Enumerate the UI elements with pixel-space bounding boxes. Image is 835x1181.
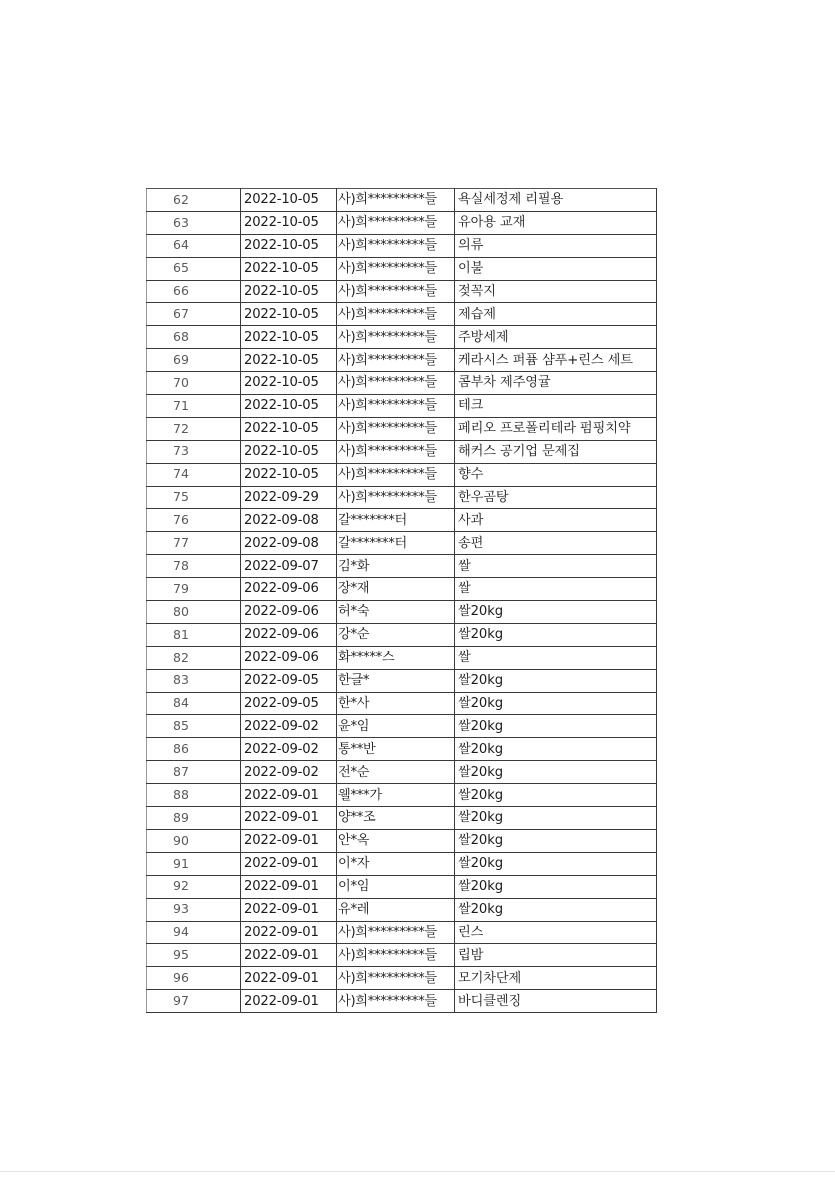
donor-name: 사)희*********들 [337, 372, 455, 395]
donor-name: 유*레 [337, 898, 455, 921]
donor-name: 한글* [337, 669, 455, 692]
donated-item: 립밤 [455, 944, 657, 967]
donor-name: 사)희*********들 [337, 211, 455, 234]
donated-item: 쌀20kg [455, 692, 657, 715]
donated-item: 테크 [455, 395, 657, 418]
row-number: 86 [147, 738, 241, 761]
donated-item: 쌀20kg [455, 898, 657, 921]
table-row [147, 669, 657, 692]
donation-date: 2022-09-08 [241, 532, 337, 555]
row-number: 77 [147, 532, 241, 555]
donation-date: 2022-09-01 [241, 829, 337, 852]
donation-date: 2022-10-05 [241, 372, 337, 395]
row-number: 70 [147, 372, 241, 395]
donor-name: 사)희*********들 [337, 921, 455, 944]
donor-name: 갈*******터 [337, 509, 455, 532]
table-row [147, 463, 657, 486]
table-row [147, 440, 657, 463]
table-row [147, 372, 657, 395]
row-number: 80 [147, 601, 241, 624]
donation-date: 2022-10-05 [241, 463, 337, 486]
row-number: 82 [147, 646, 241, 669]
donation-date: 2022-10-05 [241, 280, 337, 303]
donation-date: 2022-10-05 [241, 234, 337, 257]
donated-item: 쌀20kg [455, 601, 657, 624]
donation-date: 2022-09-01 [241, 875, 337, 898]
donation-date: 2022-09-01 [241, 852, 337, 875]
donation-date: 2022-09-01 [241, 990, 337, 1013]
row-number: 72 [147, 417, 241, 440]
donor-name: 사)희*********들 [337, 189, 455, 212]
table-row [147, 898, 657, 921]
row-number: 62 [147, 189, 241, 212]
donation-date: 2022-09-29 [241, 486, 337, 509]
donor-name: 사)희*********들 [337, 967, 455, 990]
table-row [147, 326, 657, 349]
table-row [147, 211, 657, 234]
donor-name: 사)희*********들 [337, 463, 455, 486]
row-number: 75 [147, 486, 241, 509]
donated-item: 바디클렌징 [455, 990, 657, 1013]
table-row [147, 555, 657, 578]
donor-name: 웰***가 [337, 784, 455, 807]
donation-date: 2022-09-02 [241, 738, 337, 761]
table-row [147, 715, 657, 738]
donated-item: 사과 [455, 509, 657, 532]
donor-name: 사)희*********들 [337, 303, 455, 326]
row-number: 89 [147, 807, 241, 830]
donated-item: 젖꼭지 [455, 280, 657, 303]
ledger-body [147, 189, 657, 1013]
row-number: 73 [147, 440, 241, 463]
row-number: 91 [147, 852, 241, 875]
donor-name: 강*순 [337, 623, 455, 646]
donated-item: 한우곰탕 [455, 486, 657, 509]
donated-item: 쌀20kg [455, 784, 657, 807]
donor-name: 사)희*********들 [337, 417, 455, 440]
donor-name: 사)희*********들 [337, 280, 455, 303]
donation-date: 2022-10-05 [241, 326, 337, 349]
row-number: 97 [147, 990, 241, 1013]
row-number: 63 [147, 211, 241, 234]
donor-name: 사)희*********들 [337, 326, 455, 349]
donation-date: 2022-09-06 [241, 578, 337, 601]
donation-date: 2022-09-08 [241, 509, 337, 532]
table-row [147, 189, 657, 212]
donated-item: 유아용 교재 [455, 211, 657, 234]
donor-name: 화*****스 [337, 646, 455, 669]
table-row [147, 280, 657, 303]
table-row [147, 509, 657, 532]
donated-item: 쌀 [455, 646, 657, 669]
donation-date: 2022-09-06 [241, 623, 337, 646]
row-number: 84 [147, 692, 241, 715]
table-row [147, 761, 657, 784]
table-row [147, 990, 657, 1013]
table-row [147, 829, 657, 852]
table-row [147, 395, 657, 418]
donor-name: 갈*******터 [337, 532, 455, 555]
table-row [147, 257, 657, 280]
table-row [147, 417, 657, 440]
donation-date: 2022-10-05 [241, 440, 337, 463]
donation-date: 2022-10-05 [241, 417, 337, 440]
donation-date: 2022-09-01 [241, 807, 337, 830]
donor-name: 전*순 [337, 761, 455, 784]
donated-item: 쌀20kg [455, 875, 657, 898]
donated-item: 모기차단제 [455, 967, 657, 990]
table-row [147, 692, 657, 715]
table-row [147, 486, 657, 509]
donation-date: 2022-09-05 [241, 669, 337, 692]
row-number: 93 [147, 898, 241, 921]
table-row [147, 646, 657, 669]
donated-item: 쌀20kg [455, 852, 657, 875]
donor-name: 사)희*********들 [337, 395, 455, 418]
row-number: 92 [147, 875, 241, 898]
donated-item: 이불 [455, 257, 657, 280]
donation-date: 2022-09-05 [241, 692, 337, 715]
donor-name: 사)희*********들 [337, 234, 455, 257]
donation-date: 2022-09-01 [241, 967, 337, 990]
donated-item: 쌀20kg [455, 829, 657, 852]
row-number: 81 [147, 623, 241, 646]
row-number: 67 [147, 303, 241, 326]
donor-name: 허*숙 [337, 601, 455, 624]
row-number: 78 [147, 555, 241, 578]
donation-date: 2022-10-05 [241, 189, 337, 212]
table-row [147, 807, 657, 830]
row-number: 87 [147, 761, 241, 784]
donor-name: 사)희*********들 [337, 349, 455, 372]
donated-item: 의류 [455, 234, 657, 257]
donated-item: 주방세제 [455, 326, 657, 349]
table-row [147, 303, 657, 326]
donated-item: 린스 [455, 921, 657, 944]
donation-date: 2022-09-06 [241, 646, 337, 669]
donated-item: 쌀20kg [455, 761, 657, 784]
row-number: 88 [147, 784, 241, 807]
row-number: 83 [147, 669, 241, 692]
donor-name: 안*옥 [337, 829, 455, 852]
row-number: 66 [147, 280, 241, 303]
donor-name: 윤*임 [337, 715, 455, 738]
table-row [147, 623, 657, 646]
donated-item: 쌀20kg [455, 669, 657, 692]
donated-item: 쌀20kg [455, 738, 657, 761]
donor-name: 김*화 [337, 555, 455, 578]
row-number: 76 [147, 509, 241, 532]
donation-date: 2022-09-07 [241, 555, 337, 578]
donor-name: 사)희*********들 [337, 990, 455, 1013]
donated-item: 쌀20kg [455, 715, 657, 738]
table-row [147, 875, 657, 898]
donation-date: 2022-09-01 [241, 944, 337, 967]
donor-name: 양**조 [337, 807, 455, 830]
donor-name: 통**반 [337, 738, 455, 761]
row-number: 79 [147, 578, 241, 601]
row-number: 74 [147, 463, 241, 486]
table-row [147, 852, 657, 875]
donation-date: 2022-09-02 [241, 761, 337, 784]
table-row [147, 784, 657, 807]
table-row [147, 944, 657, 967]
donation-date: 2022-09-02 [241, 715, 337, 738]
donated-item: 페리오 프로폴리테라 펌핑치약 [455, 417, 657, 440]
table-row [147, 349, 657, 372]
donor-name: 이*자 [337, 852, 455, 875]
donated-item: 제습제 [455, 303, 657, 326]
row-number: 94 [147, 921, 241, 944]
row-number: 96 [147, 967, 241, 990]
row-number: 64 [147, 234, 241, 257]
donor-name: 이*임 [337, 875, 455, 898]
row-number: 71 [147, 395, 241, 418]
donation-date: 2022-10-05 [241, 211, 337, 234]
donor-name: 사)희*********들 [337, 440, 455, 463]
donor-name: 한*사 [337, 692, 455, 715]
donated-item: 욕실세정제 리필용 [455, 189, 657, 212]
table-row [147, 532, 657, 555]
donation-date: 2022-09-01 [241, 784, 337, 807]
scan-edge-line [0, 1171, 835, 1172]
donated-item: 쌀20kg [455, 623, 657, 646]
table-row [147, 234, 657, 257]
donor-name: 사)희*********들 [337, 944, 455, 967]
donated-item: 콤부차 제주영귤 [455, 372, 657, 395]
table-row [147, 738, 657, 761]
row-number: 85 [147, 715, 241, 738]
row-number: 69 [147, 349, 241, 372]
donor-name: 사)희*********들 [337, 486, 455, 509]
donation-date: 2022-10-05 [241, 349, 337, 372]
table-row [147, 601, 657, 624]
row-number: 68 [147, 326, 241, 349]
donated-item: 쌀20kg [455, 807, 657, 830]
table-row [147, 967, 657, 990]
row-number: 95 [147, 944, 241, 967]
donation-date: 2022-10-05 [241, 395, 337, 418]
donation-date: 2022-09-06 [241, 601, 337, 624]
donor-name: 장*재 [337, 578, 455, 601]
donation-date: 2022-09-01 [241, 898, 337, 921]
donated-item: 해커스 공기업 문제집 [455, 440, 657, 463]
table-row [147, 578, 657, 601]
donated-item: 향수 [455, 463, 657, 486]
table-row [147, 921, 657, 944]
donation-date: 2022-10-05 [241, 257, 337, 280]
donation-date: 2022-10-05 [241, 303, 337, 326]
donation-date: 2022-09-01 [241, 921, 337, 944]
row-number: 65 [147, 257, 241, 280]
donated-item: 쌀 [455, 555, 657, 578]
donated-item: 송편 [455, 532, 657, 555]
donation-ledger-table [146, 188, 657, 1013]
row-number: 90 [147, 829, 241, 852]
donated-item: 쌀 [455, 578, 657, 601]
donor-name: 사)희*********들 [337, 257, 455, 280]
donated-item: 케라시스 퍼퓸 샴푸+린스 세트 [455, 349, 657, 372]
